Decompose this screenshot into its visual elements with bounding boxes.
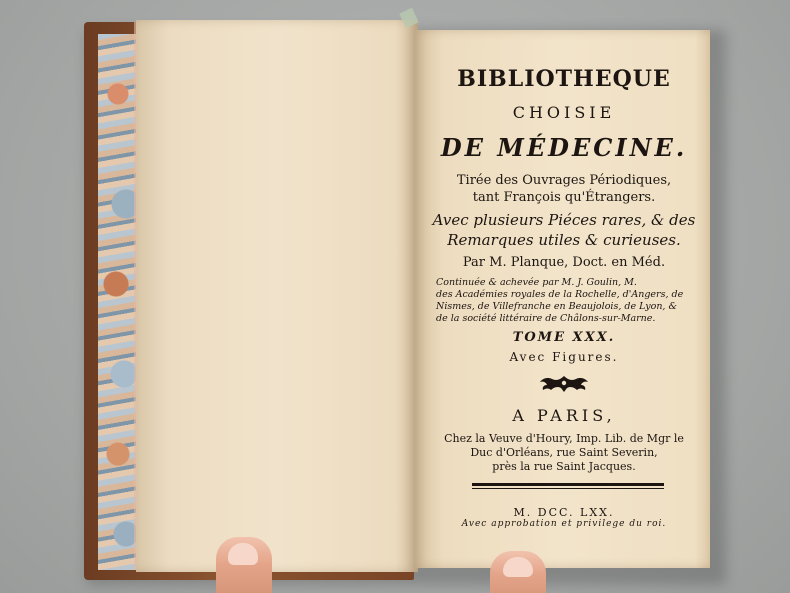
thumbnail-nail (228, 543, 258, 565)
fleuron-ornament-icon (534, 373, 594, 395)
title-line-3: DE MÉDECINE. (440, 133, 688, 162)
subtitle-line-1: Tirée des Ouvrages Périodiques, (456, 173, 672, 188)
subtitle-line-4: Remarques utiles & curieuses. (447, 231, 681, 249)
thick-rule (472, 483, 664, 486)
thumbnail-nail (503, 557, 533, 577)
continuator-line-3: Nismes, de Villefranche en Beaujolois, de Lyon, & (436, 301, 677, 312)
place-line: A PARIS, (512, 406, 616, 425)
volume-line: TOME XXX. (512, 330, 616, 345)
continuator-line-4: de la société littéraire de Châlons-sur-Marne. (436, 313, 656, 324)
thin-rule (472, 488, 664, 489)
subtitle-line-3: Avec plusieurs Piéces rares, & des (432, 211, 696, 229)
title-line-1: BIBLIOTHEQUE (457, 66, 671, 92)
imprint-line-3: près la rue Saint Jacques. (492, 460, 636, 473)
continuator-line-2: des Académies royales de la Rochelle, d'Angers, de (436, 289, 684, 300)
subtitle-line-2: tant François qu'Étrangers. (472, 190, 656, 205)
author-line: Par M. Planque, Doct. en Méd. (462, 255, 666, 270)
title-line-2: CHOISIE (512, 103, 616, 122)
left-thumb (216, 537, 272, 593)
blank-flyleaf-page (136, 20, 418, 572)
imprint-line-1: Chez la Veuve d'Houry, Imp. Lib. de Mgr le (444, 432, 684, 445)
figures-line: Avec Figures. (509, 350, 619, 364)
date-line: M. DCC. LXX. (513, 506, 615, 519)
continuator-line-1: Continuée & achevée par M. J. Goulin, M. (436, 277, 637, 288)
right-thumb (490, 551, 546, 593)
imprint-line-2: Duc d'Orléans, rue Saint Severin, (470, 446, 658, 459)
privilege-line: Avec approbation et privilege du roi. (461, 519, 667, 529)
